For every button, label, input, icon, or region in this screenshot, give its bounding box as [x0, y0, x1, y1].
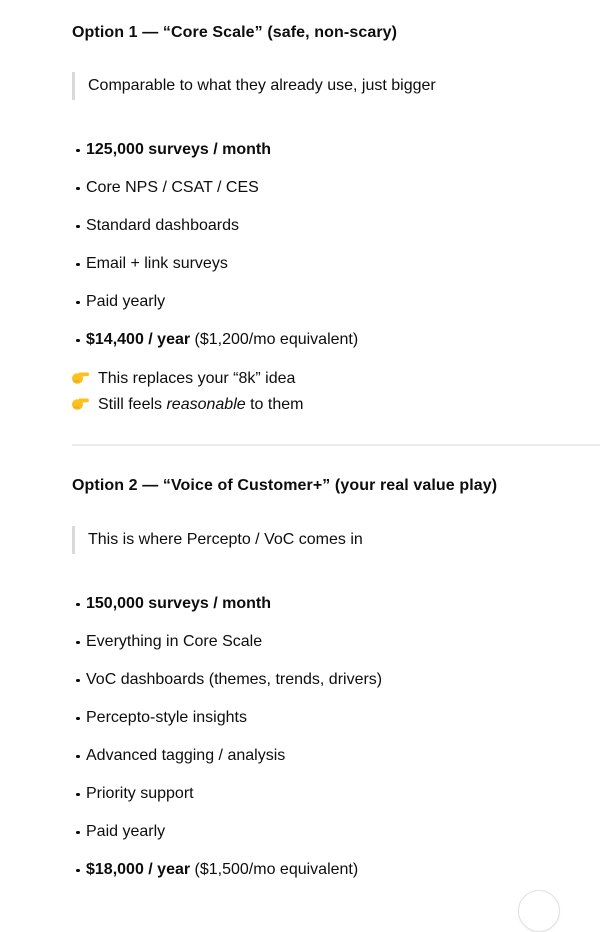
list-item-bold-text: 150,000 surveys / month — [86, 595, 271, 612]
list-item-text: Everything in Core Scale — [86, 633, 263, 650]
list-item-text: Paid yearly — [86, 823, 166, 840]
list-item — [72, 176, 600, 200]
note-line — [72, 392, 600, 418]
list-item-text: Percepto-style insights — [86, 709, 247, 726]
section-divider — [72, 444, 600, 446]
list-item — [72, 782, 600, 806]
list-item-text: Priority support — [86, 785, 194, 802]
option2-feature-list — [72, 592, 600, 882]
list-item — [72, 744, 600, 768]
list-item-bold-text: 125,000 surveys / month — [86, 141, 271, 158]
option2-heading: Option 2 — “Voice of Customer+” (your real value play) — [72, 477, 498, 494]
option2-blockquote — [72, 526, 600, 554]
list-item-text: Advanced tagging / analysis — [86, 747, 286, 764]
list-item — [72, 858, 600, 882]
list-item-text: Email + link surveys — [86, 255, 228, 272]
list-item — [72, 214, 600, 238]
list-item — [72, 706, 600, 730]
list-item-bold-text: $14,400 / year — [86, 331, 191, 348]
pointing-right-icon — [72, 368, 89, 383]
list-item-text: ($1,200/mo equivalent) — [190, 331, 359, 348]
list-item — [72, 630, 600, 654]
note-line — [72, 366, 600, 392]
option1-quote-text: Comparable to what they already use, just bigger — [88, 77, 436, 94]
list-item — [72, 252, 600, 276]
option1-section — [72, 21, 600, 418]
list-item — [72, 592, 600, 616]
note-italic-text: reasonable — [166, 396, 246, 413]
note-text: Still feels — [98, 396, 167, 413]
list-item — [72, 820, 600, 844]
pointing-right-icon — [72, 394, 89, 409]
option1-heading: Option 1 — “Core Scale” (safe, non-scary) — [72, 24, 398, 41]
list-item — [72, 290, 600, 314]
list-item — [72, 668, 600, 692]
option2-section — [72, 474, 600, 882]
list-item-bold-text: $18,000 / year — [86, 861, 191, 878]
option1-blockquote — [72, 72, 600, 100]
option2-quote-text: This is where Percepto / VoC comes in — [88, 531, 363, 548]
list-item — [72, 328, 600, 352]
list-item — [72, 138, 600, 162]
note-text: to them — [245, 396, 304, 413]
list-item-text: ($1,500/mo equivalent) — [190, 861, 359, 878]
option1-feature-list — [72, 138, 600, 352]
note-text: This replaces your “8k” idea — [98, 370, 296, 387]
list-item-text: VoC dashboards (themes, trends, drivers) — [86, 671, 383, 688]
option1-notes — [72, 366, 600, 418]
list-item-text: Paid yearly — [86, 293, 166, 310]
scroll-to-bottom-button[interactable] — [518, 890, 560, 932]
list-item-text: Core NPS / CSAT / CES — [86, 179, 259, 196]
list-item-text: Standard dashboards — [86, 217, 239, 234]
